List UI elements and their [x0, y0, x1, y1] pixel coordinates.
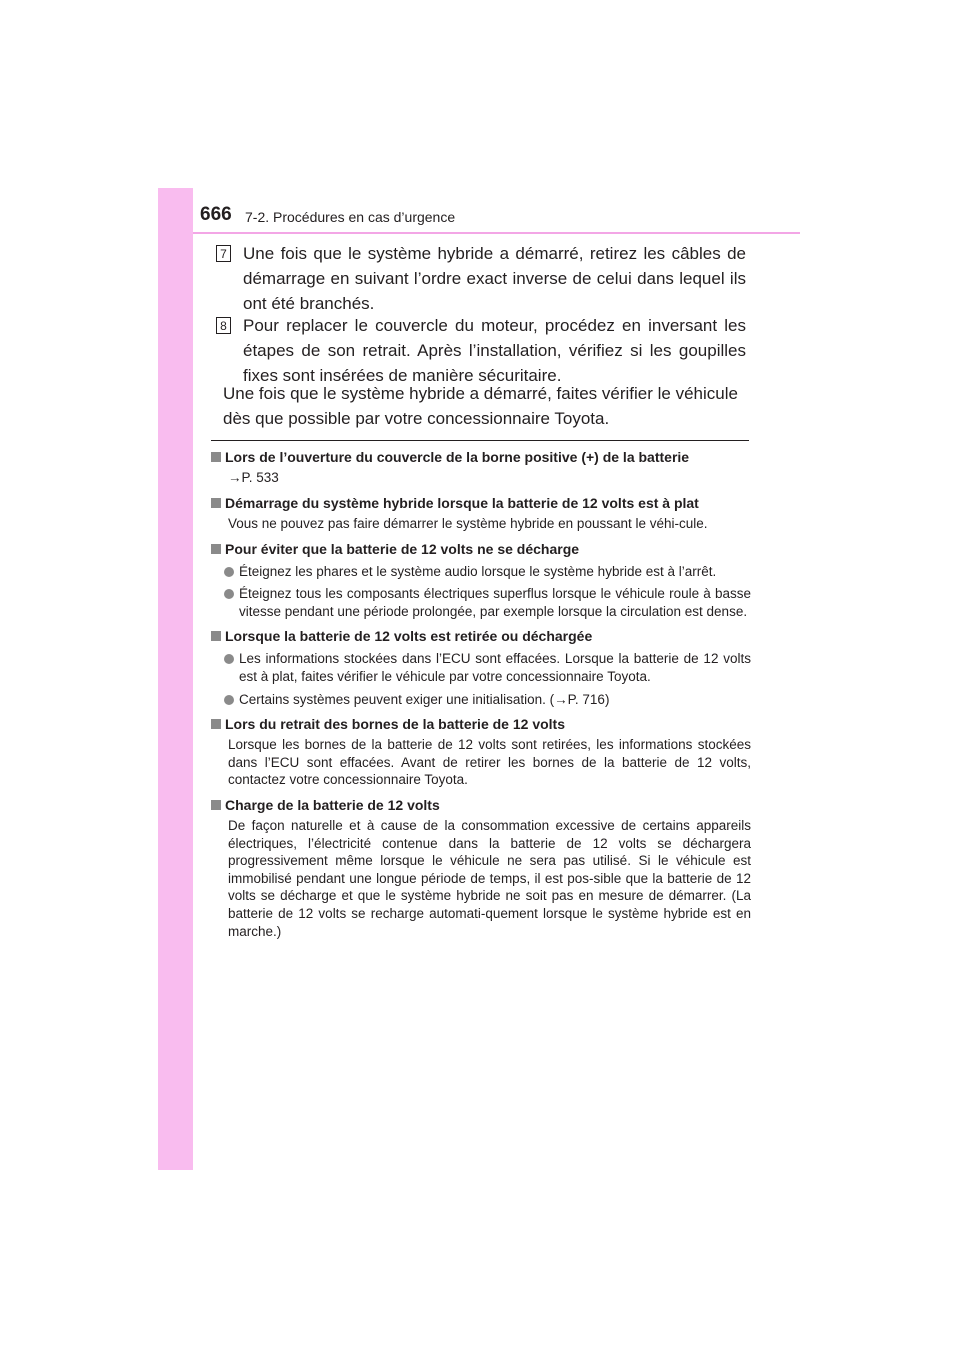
bullet-item	[211, 691, 751, 709]
square-bullet-icon	[211, 452, 221, 462]
note-heading-text: Lors du retrait des bornes de la batterie de 12 volts	[225, 716, 565, 733]
note-body: De façon naturelle et à cause de la consommation excessive de certains appareils électriques, l’électricité contenue dans la batterie de 12 volts se déchargera progressivement même lorsque le véhicule ne sera pas utilisé. Si le véhicule est immobilisé pendant une longue période de temps, il est pos-sible que la batterie de 12 volts se décharge et que le système hybride ne soit pas en mesure de démarrer. (La batterie de 12 volts se recharge automati-quement lorsque le système hybride est en marche.)	[228, 817, 751, 939]
note-heading-text: Pour éviter que la batterie de 12 volts ne se décharge	[225, 540, 580, 557]
step-number-badge: 7	[216, 245, 231, 262]
note-heading	[211, 540, 751, 558]
round-bullet-icon	[224, 695, 234, 705]
square-bullet-icon	[211, 631, 221, 641]
round-bullet-icon	[224, 654, 234, 664]
round-bullet-icon	[224, 589, 234, 599]
bullet-item	[211, 650, 751, 685]
note-body: Vous ne pouvez pas faire démarrer le système hybride en poussant le véhi-cule.	[228, 516, 708, 531]
square-bullet-icon	[211, 800, 221, 810]
bullet-text: Certains systèmes peuvent exiger une initialisation. (→P. 716)	[239, 691, 610, 707]
note-heading-text: Charge de la batterie de 12 volts	[225, 796, 440, 813]
bullet-text: Éteignez les phares et le système audio lorsque le système hybride est à l’arrêt.	[239, 563, 717, 579]
page-reference: →P. 533	[228, 470, 279, 485]
note-heading	[211, 796, 751, 814]
bullet-text: Les informations stockées dans l’ECU sont effacées. Lorsque la batterie de 12 volts est à plat, faites vérifier le véhicule par votre concessionnaire Toyota.	[239, 651, 751, 684]
step-7	[216, 241, 746, 316]
note-heading	[211, 715, 751, 733]
final-paragraph: Une fois que le système hybride a démarré, faites vérifier le véhicule dès que possible par votre concessionnaire Toyota.	[223, 384, 738, 428]
bullet-item	[211, 585, 751, 620]
section-divider	[211, 440, 749, 441]
header-divider	[193, 232, 800, 234]
note-heading-text: Lorsque la batterie de 12 volts est retirée ou déchargée	[225, 628, 593, 645]
step-text: Une fois que le système hybride a démarré, retirez les câbles de démarrage en suivant l’ordre exact inverse de celui dans lequel ils ont été branchés.	[243, 244, 746, 313]
square-bullet-icon	[211, 498, 221, 508]
note-heading	[211, 627, 751, 645]
page-number: 666	[200, 204, 232, 225]
step-8	[216, 313, 746, 388]
step-text: Pour replacer le couvercle du moteur, procédez en inversant les étapes de son retrait. Après l’installation, vérifiez si les goupilles fixes sont insérées de manière sécuritaire.	[243, 316, 746, 385]
note-heading-text: Lors de l’ouverture du couvercle de la borne positive (+) de la batterie	[225, 449, 690, 465]
section-title: 7-2. Procédures en cas d’urgence	[245, 209, 456, 225]
bullet-item	[211, 563, 751, 581]
chapter-sidebar-tab	[158, 188, 193, 1170]
step-number-badge: 8	[216, 317, 231, 334]
square-bullet-icon	[211, 544, 221, 554]
notes-section	[211, 448, 751, 940]
note-heading	[211, 494, 751, 512]
round-bullet-icon	[224, 567, 234, 577]
bullet-text: Éteignez tous les composants électriques superflus lorsque le véhicule roule à basse vitesse pendant une période prolongée, par exemple lorsque la circulation est dense.	[239, 586, 751, 619]
note-heading-text: Démarrage du système hybride lorsque la batterie de 12 volts est à plat	[225, 495, 699, 511]
note-heading	[211, 448, 751, 466]
note-body: Lorsque les bornes de la batterie de 12 volts sont retirées, les informations stockées dans l’ECU sont effacées. Avant de retirer les bornes de la batterie de 12 volts, contactez votre concessionnaire Toyota.	[228, 737, 751, 788]
square-bullet-icon	[211, 719, 221, 729]
